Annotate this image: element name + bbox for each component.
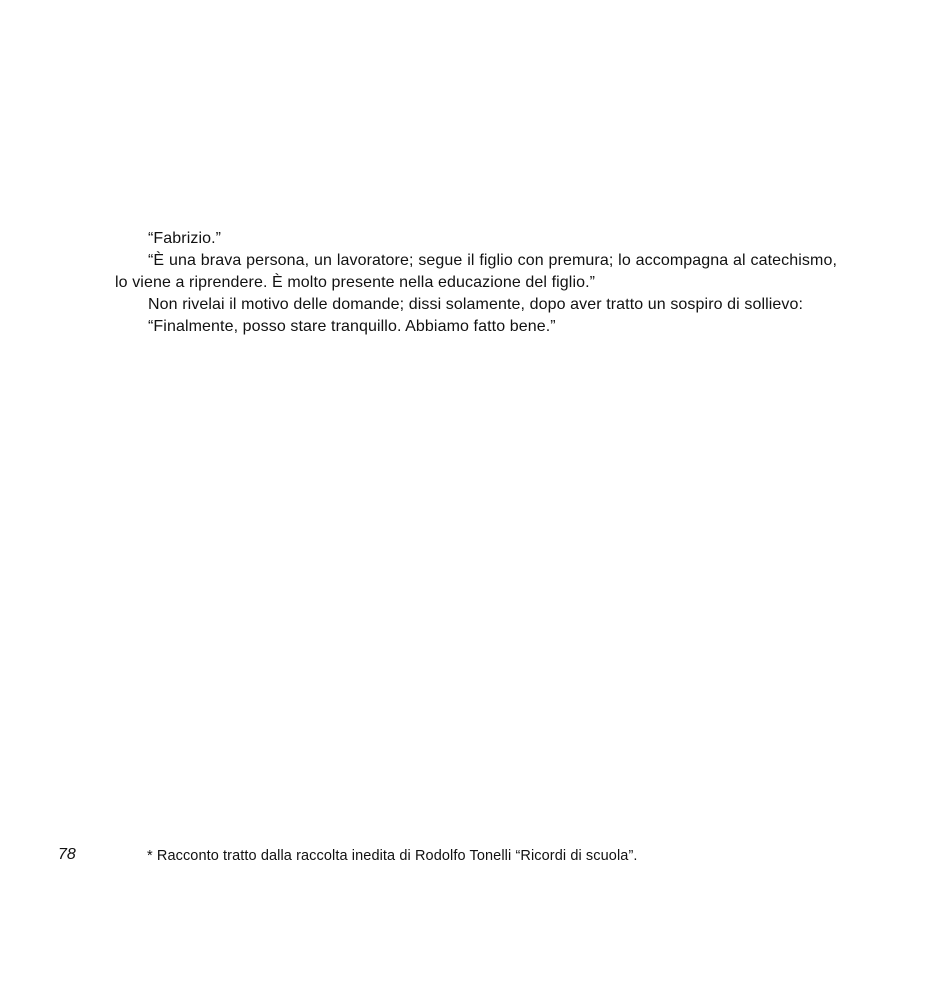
footnote: * Racconto tratto dalla raccolta inedita di Rodolfo Tonelli “Ricordi di scuola”.: [147, 848, 638, 864]
page-footer: [0, 845, 942, 869]
page-number: 78: [58, 846, 76, 863]
paragraph: “Fabrizio.”: [148, 230, 222, 247]
paragraph: “È una brava persona, un lavoratore; segue il figlio con premura; lo accompagna al catechismo, lo viene a riprendere. È molto presente nella educazione del figlio.”: [115, 252, 837, 291]
body-text: [115, 228, 837, 338]
paragraph: “Finalmente, posso stare tranquillo. Abbiamo fatto bene.”: [148, 318, 556, 335]
paragraph: Non rivelai il motivo delle domande; dissi solamente, dopo aver tratto un sospiro di sollievo:: [148, 296, 804, 313]
